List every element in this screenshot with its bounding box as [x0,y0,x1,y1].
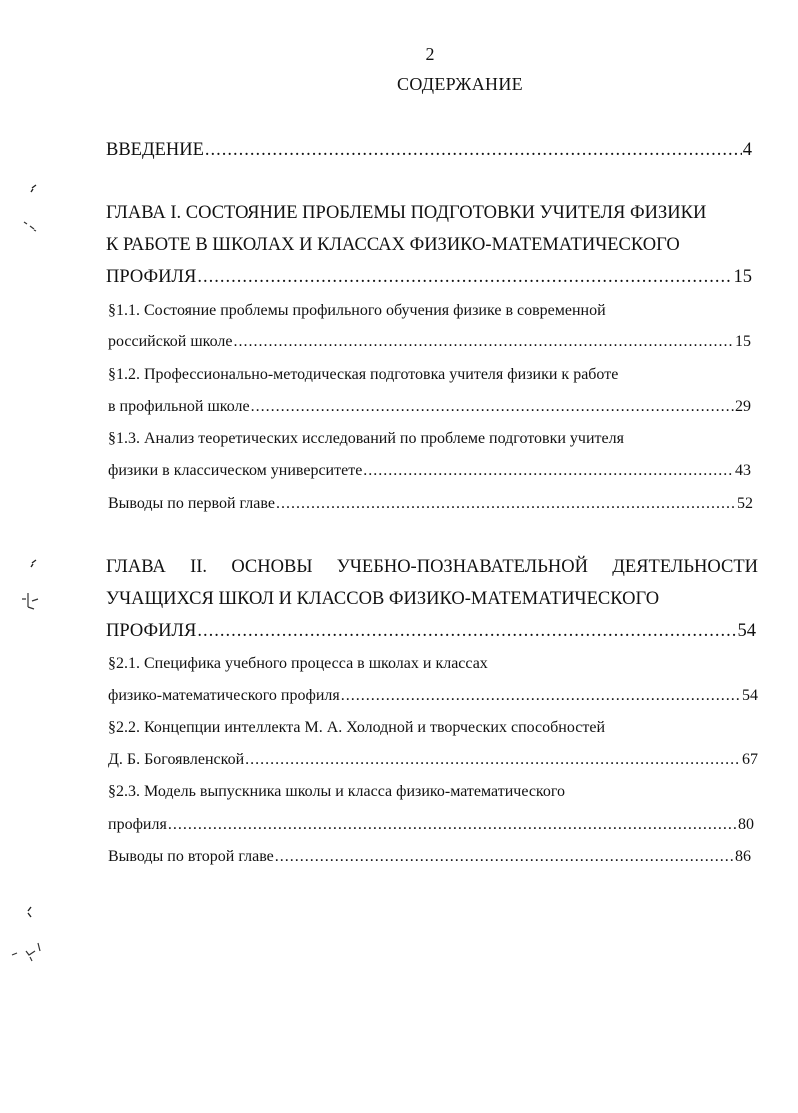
toc-entry-text: Выводы по первой главе [108,495,275,512]
toc-entry-text: Д. Б. Богоявленской [108,751,245,768]
toc-entry-conclusion-2[interactable] [108,848,751,866]
toc-entry-text: профиля [108,816,167,833]
chapter2-title-line1[interactable]: ГЛАВА II. ОСНОВЫ УЧЕБНО-ПОЗНАВАТЕЛЬНОЙ ДЕЯТЕЛЬНОСТИ [106,557,758,577]
section-2-3-line1[interactable]: §2.3. Модель выпускника школы и класса физико-математического [108,783,566,800]
toc-entry-text: в профильной школе [108,398,250,415]
page-number: 2 [425,44,435,64]
toc-entry-text: российской школе [108,333,233,350]
toc-entry-text: физики в классическом университете [108,462,363,479]
toc-entry-page: 54 [737,621,756,641]
leader-dots [234,333,734,351]
leader-dots [363,462,734,480]
toc-entry-section-2-1[interactable] [108,687,758,705]
toc-entry-section-2-3[interactable] [108,816,754,834]
toc-entry-page: 54 [742,687,758,704]
chapter2-title-line2[interactable]: УЧАЩИХСЯ ШКОЛ И КЛАССОВ ФИЗИКО-МАТЕМАТИЧЕСКОГО [106,589,660,609]
toc-entry-conclusion-1[interactable] [108,495,753,513]
leader-dots [197,621,736,642]
toc-entry-page: 67 [742,751,758,768]
toc-entry-text: ПРОФИЛЯ [106,267,197,287]
toc-entry-text: Выводы по второй главе [108,848,274,865]
section-1-1-line1[interactable]: §1.1. Состояние проблемы профильного обучения физике в современной [108,302,606,319]
toc-entry-section-1-1[interactable] [108,333,751,351]
toc-entry-section-1-2[interactable] [108,398,751,416]
scan-artifact-mark [14,555,50,615]
toc-entry-text: ПРОФИЛЯ [106,621,197,641]
toc-entry-intro[interactable] [106,140,752,161]
toc-entry-page: 43 [735,462,751,479]
scan-artifact-mark [8,905,52,965]
toc-entry-page: 29 [735,398,751,415]
toc-entry-section-2-2[interactable] [108,751,758,769]
toc-entry-page: 4 [742,140,752,160]
toc-entry-page: 52 [737,495,753,512]
toc-entry-page: 80 [738,816,754,833]
section-1-2-line1[interactable]: §1.2. Профессионально-методическая подготовка учителя физики к работе [108,366,619,383]
toc-entry-section-1-3[interactable] [108,462,751,480]
section-2-2-line1[interactable]: §2.2. Концепции интеллекта М. А. Холодной и творческих способностей [108,719,606,736]
leader-dots [197,267,732,288]
toc-entry-chapter1[interactable] [106,267,752,288]
section-2-1-line1[interactable]: §2.1. Специфика учебного процесса в школах и классах [108,655,488,672]
toc-entry-page: 15 [735,333,751,350]
toc-entry-text: ВВЕДЕНИЕ [106,140,204,160]
toc-entry-text: физико-математического профиля [108,687,340,704]
leader-dots [276,495,736,513]
leader-dots [275,848,734,866]
toc-entry-page: 86 [735,848,751,865]
leader-dots [168,816,737,834]
toc-title: СОДЕРЖАНИЕ [397,74,523,94]
toc-entry-page: 15 [733,267,752,287]
toc-entry-chapter2[interactable] [106,621,756,642]
scan-artifact-mark [14,180,44,240]
chapter1-title-line1[interactable]: ГЛАВА I. СОСТОЯНИЕ ПРОБЛЕМЫ ПОДГОТОВКИ УЧИТЕЛЯ ФИЗИКИ [106,203,707,223]
leader-dots [251,398,734,416]
chapter1-title-line2[interactable]: К РАБОТЕ В ШКОЛАХ И КЛАССАХ ФИЗИКО-МАТЕМАТИЧЕСКОГО [106,235,680,255]
leader-dots [205,140,742,161]
leader-dots [245,751,741,769]
leader-dots [341,687,741,705]
section-1-3-line1[interactable]: §1.3. Анализ теоретических исследований по проблеме подготовки учителя [108,430,624,447]
